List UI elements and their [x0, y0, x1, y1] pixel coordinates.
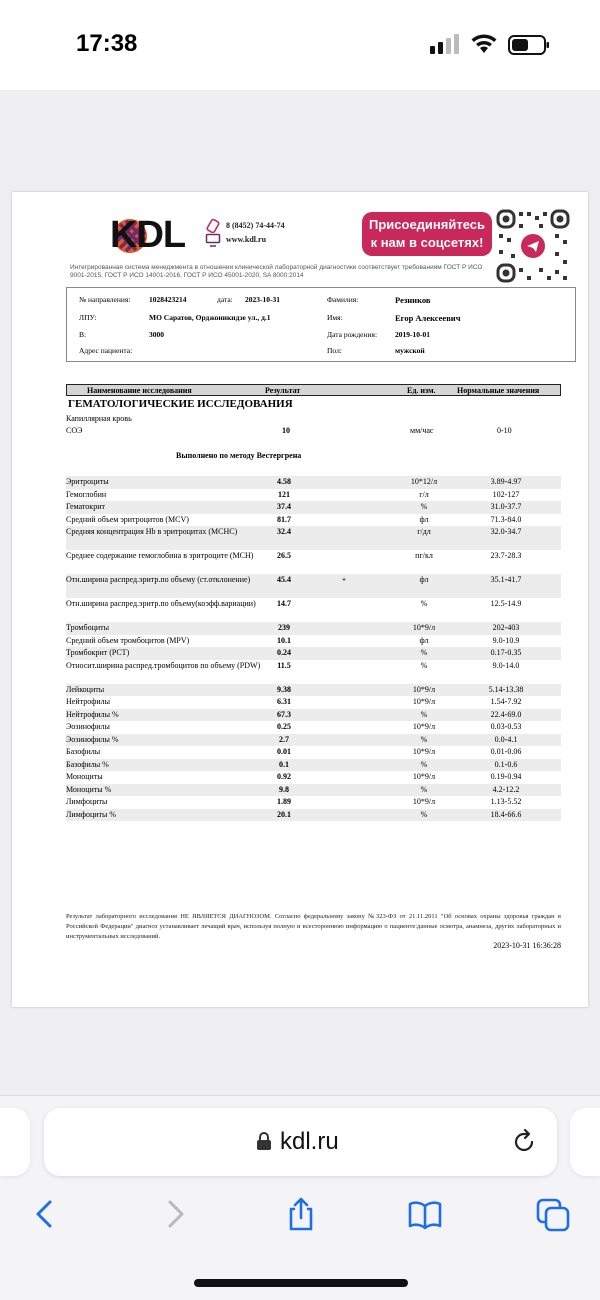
- method-note: Выполнено по методу Вестергрена: [176, 451, 302, 460]
- result-norm: 22.4-69.0: [490, 709, 522, 719]
- surname-label: Фамилия:: [327, 295, 359, 304]
- result-row: [66, 721, 561, 734]
- soe-value: 10: [282, 426, 290, 435]
- result-row: [66, 809, 561, 822]
- result-norm: 35.1-41.7: [490, 575, 522, 584]
- lpu-value: МО Саратов, Орджоникидзе ул., д.1: [149, 313, 271, 322]
- result-norm: 0.19-0.94: [490, 772, 522, 781]
- result-unit: %: [420, 599, 428, 608]
- result-value: 0.25: [277, 722, 291, 731]
- phone-icon: [205, 219, 221, 233]
- result-unit: %: [420, 784, 428, 794]
- result-name: Тромбокрит (PCT): [66, 648, 130, 657]
- sample-type: Капиллярная кровь: [66, 414, 132, 423]
- share-icon[interactable]: [284, 1196, 318, 1232]
- logo-text: KDL: [110, 214, 186, 256]
- result-unit: фл: [419, 575, 429, 584]
- result-unit: фл: [419, 514, 429, 524]
- home-indicator[interactable]: [194, 1279, 408, 1287]
- qr-code-icon: [495, 208, 571, 284]
- result-unit: %: [420, 660, 428, 670]
- result-value: 10.1: [277, 635, 291, 645]
- contact-block: [205, 219, 285, 247]
- social-line-2: к нам в соцсетях!: [370, 235, 484, 250]
- date-value: 2023-10-31: [245, 295, 280, 304]
- result-row: [66, 784, 561, 797]
- name-value: Егор Алексеевич: [395, 313, 461, 323]
- result-unit: 10*9/л: [412, 623, 436, 632]
- result-norm: 3.89-4.97: [490, 477, 522, 486]
- name-label: Имя:: [327, 313, 343, 322]
- header-result: Результат: [265, 386, 301, 395]
- result-value: 4.58: [277, 477, 291, 486]
- result-name: Лейкоциты: [66, 684, 105, 694]
- result-value: 45.4: [277, 575, 291, 584]
- wifi-icon: [470, 31, 498, 55]
- result-name: Базофилы: [66, 747, 101, 756]
- result-name: Эозинофилы: [66, 722, 110, 731]
- result-unit: %: [420, 734, 428, 744]
- result-unit: г/дл: [417, 527, 431, 536]
- result-name: Относит.ширина распред.тромбоцитов по объему (PDW): [66, 660, 261, 670]
- result-row: [66, 647, 561, 660]
- result-name: Среднее содержание гемоглобина в эритроците (MCH): [66, 551, 254, 560]
- result-value: 0.24: [277, 648, 291, 657]
- result-value: 67.3: [277, 709, 291, 719]
- result-row: [66, 550, 561, 574]
- result-row: [66, 746, 561, 759]
- result-row: [66, 684, 561, 697]
- result-row: [66, 759, 561, 772]
- result-name: Средний объем эритроцитов (MCV): [66, 514, 189, 524]
- result-unit: 10*9/л: [412, 797, 436, 806]
- forward-icon[interactable]: [158, 1196, 192, 1232]
- result-norm: 202-403: [492, 623, 520, 632]
- back-icon[interactable]: [28, 1196, 62, 1232]
- result-value: 81.7: [277, 514, 291, 524]
- surname-value: Резников: [395, 295, 431, 305]
- result-unit: %: [420, 809, 428, 819]
- result-norm: 102-127: [492, 489, 520, 499]
- result-norm: 1.13-5.52: [490, 797, 522, 806]
- referral-value: 1028423214: [149, 295, 187, 304]
- result-unit: 10*9/л: [412, 684, 436, 694]
- result-value: 1.89: [277, 797, 291, 806]
- result-unit: 10*9/л: [412, 772, 436, 781]
- result-row: [66, 622, 561, 635]
- result-name: Эритроциты: [66, 477, 109, 486]
- status-bar: [0, 0, 600, 90]
- result-value: 14.7: [277, 599, 291, 608]
- result-name: Нейтрофилы: [66, 697, 111, 706]
- result-row: [66, 771, 561, 784]
- header-norm: Нормальные значения: [457, 386, 540, 395]
- result-name: Гемоглобин: [66, 489, 107, 499]
- result-row: [66, 501, 561, 514]
- battery-icon: [508, 35, 550, 55]
- result-row: [66, 635, 561, 648]
- sex-label: Пол:: [327, 346, 342, 355]
- social-line-1: Присоединяйтесь: [369, 217, 485, 232]
- result-norm: 31.0-37.7: [490, 502, 522, 511]
- result-unit: %: [420, 648, 428, 657]
- url-text[interactable]: kdl.ru: [280, 1128, 339, 1155]
- bookmarks-icon[interactable]: [408, 1196, 442, 1232]
- result-value: 32.4: [277, 527, 291, 536]
- result-value: 0.01: [277, 747, 291, 756]
- result-name: Отн.ширина распред.эритр.по объему (ст.отклонение): [66, 575, 251, 584]
- result-value: 9.38: [277, 684, 291, 694]
- birth-label: Дата рождения:: [327, 330, 378, 339]
- lock-icon: [256, 1131, 272, 1151]
- result-unit: %: [420, 502, 428, 511]
- result-unit: 10*12/л: [410, 477, 438, 486]
- result-norm: 4.2-12.2: [492, 784, 520, 794]
- result-norm: 9.0-10.9: [492, 635, 520, 645]
- result-value: 239: [278, 623, 290, 632]
- result-value: 6.31: [277, 697, 291, 706]
- result-row: [66, 734, 561, 747]
- result-name: Лимфоциты: [66, 797, 108, 806]
- v-label: В:: [79, 330, 87, 339]
- v-value: 3000: [149, 330, 164, 339]
- previous-tab-preview[interactable]: [0, 1108, 30, 1176]
- address-label: Адрес пациента:: [79, 346, 133, 355]
- result-norm: 18.4-66.6: [490, 809, 522, 819]
- section-title: ГЕМАТОЛОГИЧЕСКИЕ ИССЛЕДОВАНИЯ: [68, 398, 293, 410]
- result-name: Гематокрит: [66, 502, 105, 511]
- result-norm: 1.54-7.92: [490, 697, 522, 706]
- result-value: 11.5: [277, 660, 291, 670]
- result-row: [66, 526, 561, 550]
- result-unit: 10*9/л: [412, 747, 436, 756]
- result-value: 0.92: [277, 772, 291, 781]
- result-name: Моноциты %: [66, 784, 112, 794]
- result-value: 121: [278, 489, 290, 499]
- result-row: [66, 598, 561, 622]
- result-unit: пг/кл: [415, 551, 433, 560]
- result-name: Базофилы %: [66, 759, 109, 769]
- status-time: 17:38: [76, 30, 138, 57]
- phone-number: 8 (8452) 74-44-74: [226, 221, 285, 230]
- result-unit: 10*9/л: [412, 697, 436, 706]
- soe-unit: мм/час: [410, 426, 434, 435]
- result-name: Средняя концентрация Hb в эритроцитах (MCHC): [66, 527, 238, 536]
- iso-certification-text: Интегрированная система менеджмента в отношении клинической лабораторной диагностики соответствует требованиям ГОСТ Р ИСО 9001-2015, ГОСТ Р ИСО 14001-2016, ГОСТ Р ИСО 45001-2020, SA 8000:2014: [70, 264, 483, 279]
- result-row: [66, 696, 561, 709]
- result-row: [66, 489, 561, 502]
- monitor-icon: [205, 233, 221, 247]
- result-name: Нейтрофилы %: [66, 709, 119, 719]
- report-timestamp: 2023-10-31 16:36:28: [493, 941, 561, 950]
- result-name: Средний объем тромбоцитов (MPV): [66, 635, 190, 645]
- date-label: дата:: [217, 295, 233, 304]
- result-value: 9.8: [279, 784, 289, 794]
- header-name: Наименование исследования: [87, 386, 192, 395]
- next-tab-preview[interactable]: [570, 1108, 600, 1176]
- result-norm: 71.3-84.0: [490, 514, 522, 524]
- result-row: [66, 660, 561, 684]
- site-url: www.kdl.ru: [226, 235, 267, 244]
- result-row: [66, 574, 561, 598]
- result-norm: 9.0-14.0: [492, 660, 520, 670]
- results-table: [66, 476, 561, 821]
- social-banner: [362, 212, 492, 256]
- result-unit: %: [420, 759, 428, 769]
- result-norm: 0.0-4.1: [494, 734, 518, 744]
- birth-value: 2019-10-01: [395, 330, 430, 339]
- result-norm: 5.14-13.38: [488, 684, 524, 694]
- result-name: Отн.ширина распред.эритр.по объему(коэфф.вариации): [66, 599, 256, 608]
- result-name: Моноциты: [66, 772, 103, 781]
- result-norm: 0.03-0.53: [490, 722, 522, 731]
- result-row: [66, 476, 561, 489]
- lpu-label: ЛПУ:: [79, 313, 97, 322]
- result-flag: +: [341, 575, 347, 584]
- result-row: [66, 514, 561, 527]
- result-unit: 10*9/л: [412, 722, 436, 731]
- result-value: 2.7: [279, 734, 289, 744]
- signal-icon: [430, 34, 460, 54]
- sex-value: мужской: [395, 346, 425, 355]
- result-norm: 0.17-0.35: [490, 648, 522, 657]
- result-unit: г/л: [419, 489, 429, 499]
- soe-norm: 0-10: [497, 426, 512, 435]
- result-norm: 23.7-28.3: [490, 551, 522, 560]
- result-norm: 0.1-0.6: [494, 759, 518, 769]
- result-name: Тромбоциты: [66, 623, 109, 632]
- disclaimer-note: Результат лабораторного исследования НЕ ЯВЛЯЕТСЯ ДИАГНОЗОМ. Согласно федеральному закону №323-ФЗ от 21.11.2011 "Об основах охраны здоровья граждан в Российской Федерации" диагноз устанавливает лечащий врач, используя полную и всестороннюю информацию о пациенте:данные осмотра, анамнеза, других лабораторных и инструментальных исследований.: [66, 913, 561, 940]
- result-value: 20.1: [277, 809, 291, 819]
- result-row: [66, 796, 561, 809]
- result-unit: %: [420, 709, 428, 719]
- tabs-icon[interactable]: [536, 1196, 570, 1232]
- result-value: 26.5: [277, 551, 291, 560]
- patient-info-box: [66, 287, 576, 362]
- result-value: 0.1: [279, 759, 289, 769]
- header-unit: Ед. изм.: [407, 386, 436, 395]
- reload-icon[interactable]: [510, 1128, 538, 1156]
- result-row: [66, 709, 561, 722]
- result-name: Эозинофилы %: [66, 734, 119, 744]
- result-value: 37.4: [277, 502, 291, 511]
- result-unit: фл: [419, 635, 429, 645]
- result-norm: 32.0-34.7: [490, 527, 522, 536]
- results-table-header: [66, 384, 561, 396]
- referral-label: № направления:: [79, 295, 131, 304]
- result-name: Лимфоциты %: [66, 809, 117, 819]
- result-norm: 0.01-0.06: [490, 747, 522, 756]
- result-norm: 12.5-14.9: [490, 599, 522, 608]
- soe-name: СОЭ: [66, 426, 83, 435]
